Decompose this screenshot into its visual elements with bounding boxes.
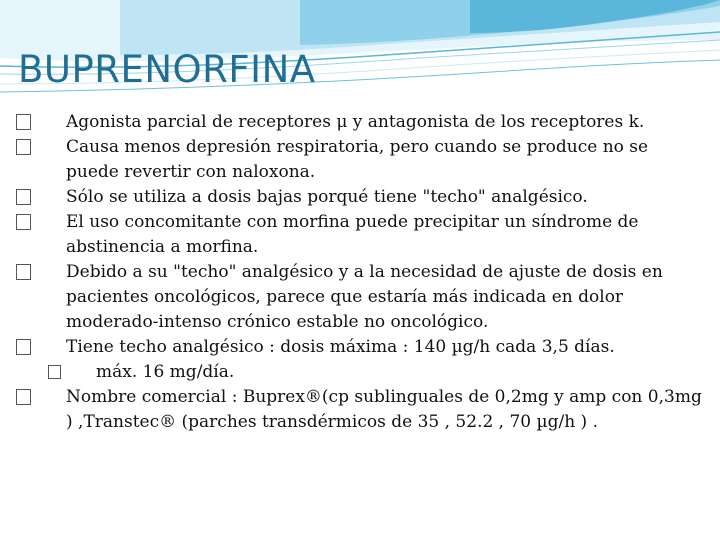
missing-glyph-box-icon bbox=[16, 139, 31, 155]
bullet-list bbox=[16, 110, 706, 435]
bullet-text: Debido a su "techo" analgésico y a la necesidad de ajuste de dosis en pacientes oncológicos, parece que estaría más indicada en dolor moderado-intenso crónico estable no oncológico. bbox=[66, 262, 663, 332]
bullet-text: Sólo se utiliza a dosis bajas porqué tiene "techo" analgésico. bbox=[66, 187, 588, 207]
bullet-text: Agonista parcial de receptores μ y antagonista de los receptores k. bbox=[66, 112, 645, 132]
bullet-item bbox=[16, 110, 706, 135]
missing-glyph-box-icon bbox=[16, 389, 31, 405]
bullet-item bbox=[16, 135, 706, 185]
bullet-text: Nombre comercial : Buprex®(cp sublinguales de 0,2mg y amp con 0,3mg ) ,Transtec® (parches transdérmicos de 35 , 52.2 , 70 µg/h ) . bbox=[66, 387, 702, 432]
slide-title: BUPRENORFINA bbox=[18, 48, 316, 91]
bullet-text: máx. 16 mg/día. bbox=[96, 362, 235, 382]
sub-bullet-item bbox=[16, 360, 706, 385]
bullet-item bbox=[16, 335, 706, 360]
bullet-item bbox=[16, 210, 706, 260]
bullet-item bbox=[16, 385, 706, 435]
missing-glyph-box-icon bbox=[16, 339, 31, 355]
missing-glyph-box-icon bbox=[16, 264, 31, 280]
bullet-text: El uso concomitante con morfina puede precipitar un síndrome de abstinencia a morfina. bbox=[66, 212, 639, 257]
bullet-text: Causa menos depresión respiratoria, pero cuando se produce no se puede revertir con naloxona. bbox=[66, 137, 649, 182]
bullet-item bbox=[16, 185, 706, 210]
missing-glyph-box-icon bbox=[16, 214, 31, 230]
missing-glyph-box-icon bbox=[16, 114, 31, 130]
missing-glyph-box-icon bbox=[16, 189, 31, 205]
missing-glyph-box-icon bbox=[48, 365, 61, 379]
bullet-text: Tiene techo analgésico : dosis máxima : 140 µg/h cada 3,5 días. bbox=[66, 337, 615, 357]
bullet-item bbox=[16, 260, 706, 335]
